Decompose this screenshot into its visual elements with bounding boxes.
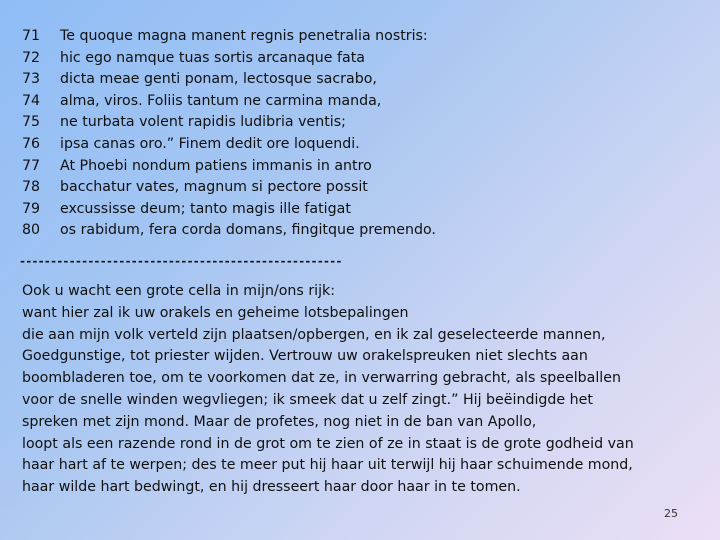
verse-text: dicta meae genti ponam, lectosque sacrabo, — [60, 71, 377, 88]
verse-line — [22, 26, 436, 48]
verse-number: 74 — [22, 92, 41, 109]
verse-number: 72 — [22, 49, 41, 66]
verse-line — [22, 112, 436, 134]
verse-text: excussisse deum; tanto magis ille fatigat — [60, 200, 351, 217]
verse-text: At Phoebi nondum patiens immanis in antro — [60, 157, 372, 174]
verse-number: 71 — [22, 28, 41, 44]
verse-text: hic ego namque tuas sortis arcanaque fata — [60, 49, 365, 66]
verse-number: 75 — [22, 114, 41, 131]
translation-line: haar wilde hart bedwingt, en hij dresseert haar door haar in te tomen. — [22, 479, 521, 496]
verse-line — [22, 177, 436, 199]
translation-line: Goedgunstige, tot priester wijden. Vertrouw uw orakelspreuken niet slechts aan — [22, 348, 588, 365]
translation-line: boombladeren toe, om te voorkomen dat ze, in verwarring gebracht, als speelballen — [22, 370, 621, 387]
verse-line — [22, 69, 436, 91]
verse-line — [22, 134, 436, 156]
verse-line — [22, 48, 436, 70]
verse-number: 78 — [22, 179, 41, 196]
verse-number: 76 — [22, 135, 41, 152]
translation-line: die aan mijn volk verteld zijn plaatsen/opbergen, en ik zal geselecteerde mannen, — [22, 326, 606, 343]
verse-line — [22, 220, 436, 242]
separator-line: ---------------------------------------------------- — [19, 254, 342, 268]
verse-line — [22, 91, 436, 113]
translation-line: loopt als een razende rond in de grot om te zien of ze in staat is de grote godheid van — [22, 435, 634, 452]
verse-text: ne turbata volent rapidis ludibria ventis; — [60, 114, 346, 131]
verse-text: alma, viros. Foliis tantum ne carmina manda, — [60, 92, 382, 109]
verse-text: ipsa canas oro.” Finem dedit ore loquendi. — [60, 135, 360, 152]
latin-verse-block — [22, 26, 436, 242]
translation-line: spreken met zijn mond. Maar de profetes, nog niet in de ban van Apollo, — [22, 413, 537, 430]
dutch-translation-block — [22, 281, 712, 499]
verse-text: os rabidum, fera corda domans, fingitque premendo. — [60, 222, 436, 239]
translation-line: voor de snelle winden wegvliegen; ik smeek dat u zelf zingt.” Hij beëindigde het — [22, 391, 593, 408]
verse-number: 73 — [22, 71, 41, 88]
verse-text: bacchatur vates, magnum si pectore possit — [60, 179, 368, 196]
translation-line: want hier zal ik uw orakels en geheime lotsbepalingen — [22, 304, 409, 321]
verse-line — [22, 156, 436, 178]
verse-number: 79 — [22, 200, 41, 217]
translation-line: haar hart af te werpen; des te meer put hij haar uit terwijl hij haar schuimende mond, — [22, 457, 633, 474]
page-number: 25 — [664, 507, 678, 520]
verse-text: Te quoque magna manent regnis penetralia nostris: — [60, 28, 428, 44]
verse-number: 80 — [22, 222, 41, 239]
verse-number: 77 — [22, 157, 41, 174]
verse-line — [22, 199, 436, 221]
translation-line: Ook u wacht een grote cella in mijn/ons rijk: — [22, 283, 336, 299]
